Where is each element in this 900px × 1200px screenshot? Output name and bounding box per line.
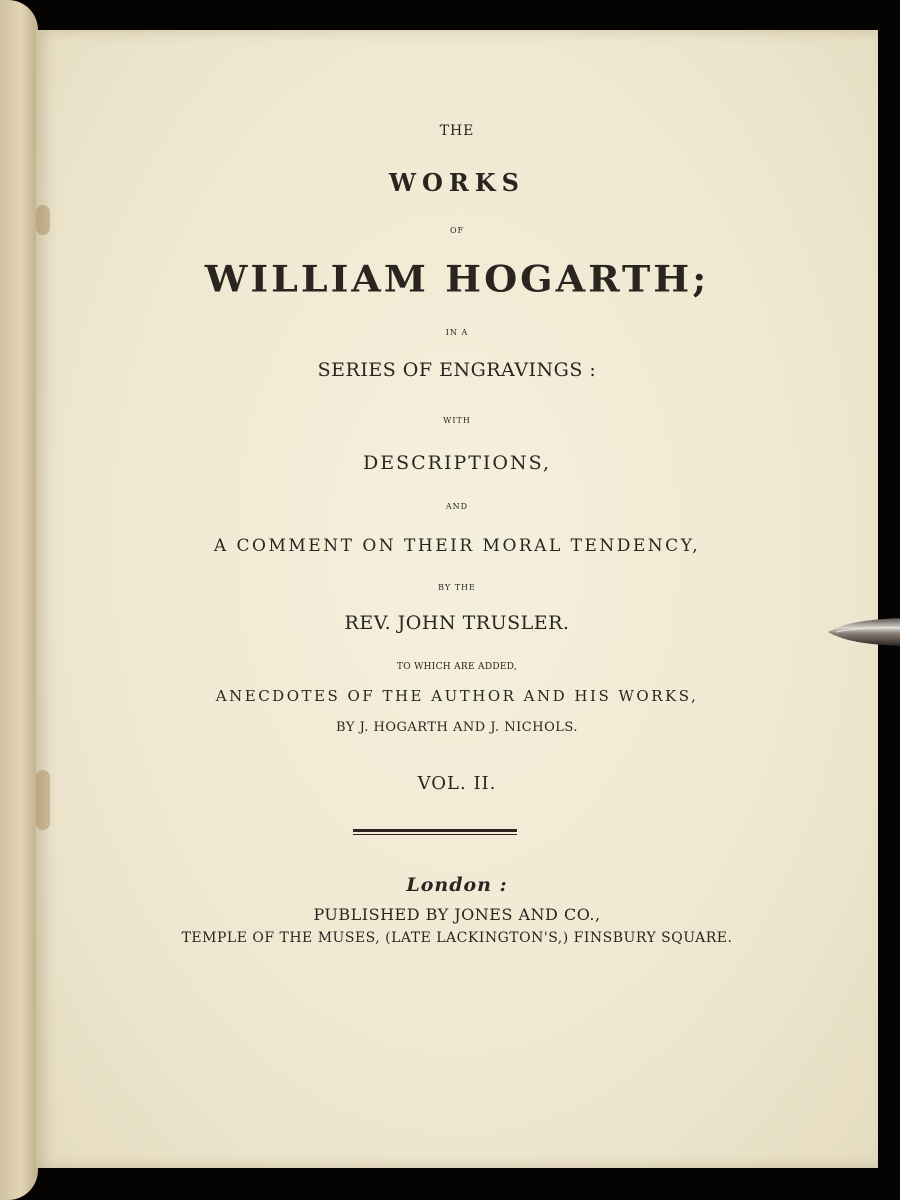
comment-line: A COMMENT ON THEIR MORAL TENDENCY,: [213, 536, 701, 556]
connector-and: AND: [445, 502, 469, 511]
contributors-line: BY J. HOGARTH AND J. NICHOLS.: [336, 720, 578, 735]
descriptions-line: DESCRIPTIONS,: [362, 452, 551, 474]
connector-in-a: IN A: [445, 328, 469, 337]
imprint-place: London :: [406, 874, 508, 896]
editor-name: REV. JOHN TRUSLER.: [344, 612, 570, 634]
connector-by-the: BY THE: [438, 583, 476, 592]
rule-thin: [353, 834, 517, 835]
volume-number: VOL. II.: [417, 773, 497, 794]
title-page: [36, 30, 878, 1168]
rule-thick: [353, 829, 517, 832]
imprint-address: TEMPLE OF THE MUSES, (LATE LACKINGTON'S,) FINSBURY SQUARE.: [181, 930, 733, 946]
anecdotes-line: ANECDOTES OF THE AUTHOR AND HIS WORKS,: [215, 687, 699, 705]
left-page-edge: [0, 0, 38, 1200]
added-note: TO WHICH ARE ADDED,: [396, 662, 518, 672]
author-name: WILLIAM HOGARTH;: [204, 257, 710, 300]
connector-with: WITH: [443, 416, 471, 425]
double-rule-divider: [353, 829, 517, 836]
metal-pointer-icon: [826, 615, 900, 649]
imprint-publisher: PUBLISHED BY JONES AND CO.,: [313, 905, 601, 924]
title-works: WORKS: [389, 168, 525, 197]
series-line: SERIES OF ENGRAVINGS :: [317, 359, 597, 381]
title-article: THE: [439, 123, 475, 139]
title-of: OF: [449, 226, 465, 235]
